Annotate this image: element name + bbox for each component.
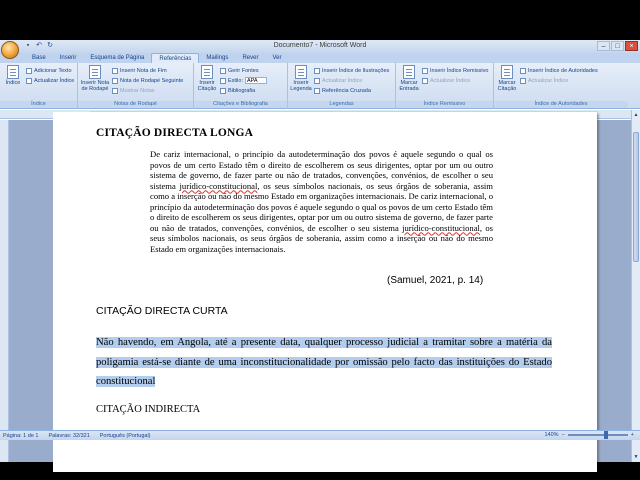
tab-esquema[interactable]: Esquema de Página (90, 55, 145, 61)
marcar-citacao-button[interactable]: Marcar Citação (496, 65, 518, 109)
short-quote-paragraph (96, 333, 552, 392)
indice-button[interactable]: Índice (2, 65, 24, 109)
show-notes-icon (112, 88, 118, 94)
office-button[interactable] (1, 41, 19, 59)
inserir-legenda-button[interactable]: Inserir Legenda (290, 65, 312, 109)
group-notas: Inserir Nota de Rodapé Inserir Nota de Fim Nota de Rodapé Seguinte Mostrar Notas Notas de Rodapé (78, 63, 194, 109)
status-bar (0, 430, 640, 440)
scroll-up-icon[interactable]: ▲ (633, 112, 639, 118)
endnote-icon (112, 68, 118, 74)
cross-reference-icon (314, 88, 320, 94)
group-autoridades: Marcar Citação Inserir Índice de Autoridades Actualizar Índice Índice de Autoridades (494, 63, 628, 109)
inserir-citacao-button[interactable]: Inserir Citação (196, 65, 218, 109)
actualizar-ilustracoes-button[interactable]: Actualizar Índice (314, 76, 389, 85)
bibliography-icon (220, 88, 226, 94)
group-citacoes: Inserir Citação Gerir Fontes Estilo: APA Bibliografia Citações e Bibliografia (194, 63, 288, 109)
minimize-icon[interactable]: – (597, 41, 610, 51)
refresh-icon (26, 78, 32, 84)
group-remissivo: Marcar Entrada Inserir Índice Remissivo Actualizar Índice Índice Remissivo (396, 63, 494, 109)
undo-icon[interactable]: ↶ (36, 42, 42, 49)
maximize-icon[interactable]: □ (611, 41, 624, 51)
document-page[interactable] (53, 112, 597, 472)
actualizar-indice-button[interactable]: Actualizar Índice (26, 76, 74, 85)
zoom-out-icon[interactable]: − (561, 432, 565, 438)
table-of-contents-icon (7, 65, 19, 79)
heading-citacao-indirecta: CITAÇÃO INDIRECTA (96, 404, 201, 415)
citation-icon (201, 65, 213, 79)
window-controls (597, 41, 638, 51)
adicionar-texto-button[interactable]: Adicionar Texto (26, 66, 74, 75)
vertical-scrollbar[interactable] (631, 110, 640, 462)
refresh-icon (520, 78, 526, 84)
caption-icon (295, 65, 307, 79)
zoom-level[interactable]: 140% (544, 432, 559, 438)
zoom-slider-knob[interactable] (604, 431, 608, 439)
tab-ver[interactable]: Ver (272, 55, 282, 61)
word-window (0, 40, 640, 460)
mark-citation-icon (501, 65, 513, 79)
page-count[interactable]: Página: 1 de 1 (3, 432, 39, 439)
selected-text: Não havendo, em Angola, até a presente data, qualquer processo judicial a tramitar sobre a matéria da poligamia está-se diante de uma inconstitucionalidade por omissão pelo facto das instituições do Estado constitucional (96, 337, 552, 387)
ribbon (0, 63, 640, 109)
bibliografia-button[interactable]: Bibliografia (220, 86, 267, 95)
tab-base[interactable]: Base (32, 55, 46, 61)
manage-sources-icon (220, 68, 226, 74)
mark-entry-icon (403, 65, 415, 79)
indice-ilustracoes-button[interactable]: Inserir Índice de Ilustrações (314, 66, 389, 75)
zoom-in-icon[interactable]: + (630, 432, 634, 438)
long-quote-paragraph: De cariz internacional, o princípio da autodeterminação dos povos é aquele segundo o qual os povos de um certo Estado têm o direito de escolherem os seus dirigentes, optar por um ou outro sistema de governo, de fazer parte ou não de tratados, convenções, convénios, de escolher o seu sistema jurídico-constitucional, os seus símbolos nacionais, os seus órgãos de soberania, assim como a inserção ou não do mesmo Estado em organizações internacionais. De cariz internacional, o princípio da autodeterminação dos povos é aquele segundo o qual os povos de um certo Estado têm o direito de escolherem os seus dirigentes, optar por um ou outro sistema de governo, de fazer parte ou não de tratados, convenções, convénios, de escolher o seu sistema jurídico-constitucional, os seus símbolos nacionais, os seus órgãos de soberania, assim como a inserção ou não do mesmo Estado em organizações internacionais. (150, 149, 493, 254)
group-indice: Índice Adicionar Texto Actualizar Índice Índice (0, 63, 78, 109)
inserir-nota-fim-button[interactable]: Inserir Nota de Fim (112, 66, 183, 75)
redo-icon[interactable]: ↻ (47, 42, 53, 49)
refresh-icon (422, 78, 428, 84)
marcar-entrada-button[interactable]: Marcar Entrada (398, 65, 420, 109)
group-legendas: Inserir Legenda Inserir Índice de Ilustrações Actualizar Índice Referência Cruzada Legendas (288, 63, 396, 109)
window-title: Documento7 - Microsoft Word (273, 42, 367, 49)
zoom-control (544, 432, 634, 438)
scroll-down-icon[interactable]: ▼ (633, 454, 639, 460)
heading-citacao-longa: CITAÇÃO DIRECTA LONGA (96, 127, 254, 139)
document-area (9, 120, 631, 462)
tab-referencias[interactable]: Referências (151, 53, 199, 63)
mostrar-notas-button[interactable]: Mostrar Notas (112, 86, 183, 95)
indice-autoridades-button[interactable]: Inserir Índice de Autoridades (520, 66, 598, 75)
refresh-icon (314, 78, 320, 84)
vertical-ruler[interactable] (0, 120, 9, 462)
citation-reference: (Samuel, 2021, p. 14) (387, 275, 484, 286)
inserir-nota-rodape-button[interactable]: Inserir Nota de Rodapé (80, 65, 110, 109)
actualizar-remissivo-button[interactable]: Actualizar Índice (422, 76, 488, 85)
tab-rever[interactable]: Rever (242, 55, 259, 61)
referencia-cruzada-button[interactable]: Referência Cruzada (314, 86, 389, 95)
word-count[interactable]: Palavras: 32/321 (48, 432, 90, 439)
footnote-icon (89, 65, 101, 79)
zoom-slider[interactable] (568, 434, 628, 436)
title-bar (0, 40, 640, 53)
heading-citacao-curta: CITAÇÃO DIRECTA CURTA (96, 305, 228, 317)
insert-index-icon (422, 68, 428, 74)
ribbon-tabs (0, 53, 640, 63)
save-icon[interactable]: ▪ (26, 42, 30, 49)
nota-seguinte-button[interactable]: Nota de Rodapé Seguinte (112, 76, 183, 85)
actualizar-autoridades-button[interactable]: Actualizar Índice (520, 76, 598, 85)
tab-inserir[interactable]: Inserir (59, 55, 77, 61)
gerir-fontes-button[interactable]: Gerir Fontes (220, 66, 267, 75)
estilo-select[interactable]: Estilo: APA (220, 76, 267, 85)
tab-mailings[interactable]: Mailings (206, 55, 229, 61)
add-text-icon (26, 68, 32, 74)
close-icon[interactable]: × (625, 41, 638, 51)
next-footnote-icon (112, 78, 118, 84)
figures-index-icon (314, 68, 320, 74)
language-indicator[interactable]: Português (Portugal) (99, 432, 151, 439)
authorities-icon (520, 68, 526, 74)
style-icon (220, 78, 226, 84)
indice-remissivo-button[interactable]: Inserir Índice Remissivo (422, 66, 488, 75)
scroll-thumb[interactable] (633, 132, 639, 262)
